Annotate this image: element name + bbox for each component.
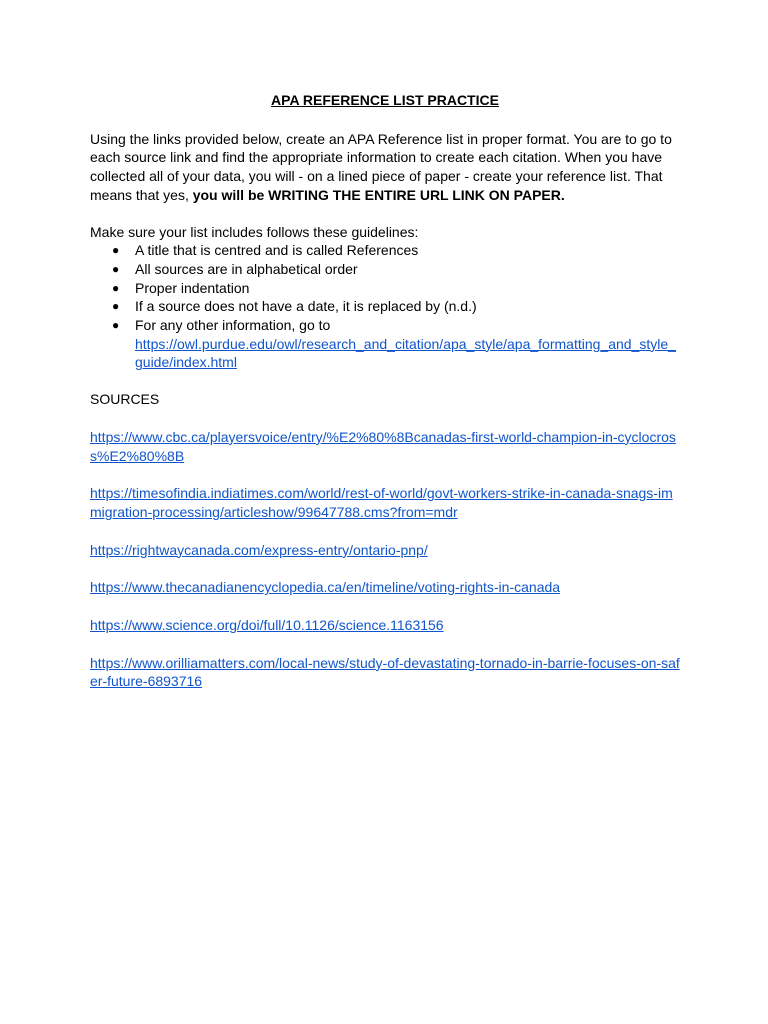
source-link-orillia-matters[interactable]: https://www.orilliamatters.com/local-news/study-of-devastating-tornado-in-barrie-focuses-on-safer-future-6893716 (90, 654, 680, 690)
source-link-cbc[interactable]: https://www.cbc.ca/playersvoice/entry/%E2%80%8Bcanadas-first-world-champion-in-cyclocross%E2%80%8B (90, 428, 676, 464)
guidelines-intro: Make sure your list includes follows these guidelines: (90, 223, 419, 240)
intro-bold-text: you will be WRITING THE ENTIRE URL LINK ON PAPER. (192, 186, 565, 203)
bullet-icon: ● (112, 280, 120, 295)
bullet-icon: ● (112, 318, 120, 333)
document-page (90, 91, 680, 710)
guideline-item (90, 260, 680, 279)
guideline-item (90, 316, 680, 372)
guidelines-list (90, 241, 680, 372)
guideline-text: All sources are in alphabetical order (135, 260, 358, 277)
guideline-text: If a source does not have a date, it is replaced by (n.d.) (135, 298, 477, 315)
bullet-icon: ● (112, 261, 120, 276)
intro-paragraph (90, 130, 680, 205)
source-item (90, 428, 680, 465)
purdue-owl-link[interactable]: https://owl.purdue.edu/owl/research_and_citation/apa_style/apa_formatting_and_style_guide/index.html (135, 335, 676, 371)
source-link-rightway-canada[interactable]: https://rightwaycanada.com/express-entry/ontario-pnp/ (90, 541, 428, 558)
source-item (90, 484, 680, 521)
bullet-icon: ● (112, 299, 120, 314)
page-title: APA REFERENCE LIST PRACTICE (271, 92, 499, 108)
guideline-text: For any other information, go to (135, 317, 331, 334)
source-item (90, 654, 680, 691)
guideline-item (90, 297, 680, 316)
source-link-times-of-india[interactable]: https://timesofindia.indiatimes.com/world/rest-of-world/govt-workers-strike-in-canada-snags-immigration-processing/articleshow/99647788.cms?from=mdr (90, 485, 673, 520)
guideline-text: A title that is centred and is called References (135, 242, 419, 259)
guideline-item (90, 241, 680, 260)
guideline-text: Proper indentation (135, 279, 250, 296)
bullet-icon: ● (112, 243, 120, 258)
source-link-science[interactable]: https://www.science.org/doi/full/10.1126/science.1163156 (90, 617, 444, 634)
guideline-item (90, 279, 680, 298)
source-link-canadian-encyclopedia[interactable]: https://www.thecanadianencyclopedia.ca/en/timeline/voting-rights-in-canada (90, 579, 561, 596)
intro-text: Using the links provided below, create an APA Reference list in proper format. You are to go to each source link and find the appropriate information to create each citation. When you have collected all of your data, you will - on a lined piece of paper - create your reference list. That means that yes, (90, 130, 672, 203)
source-item (90, 541, 680, 560)
sources-heading: SOURCES (90, 391, 160, 408)
source-item (90, 578, 680, 597)
source-item (90, 616, 680, 635)
